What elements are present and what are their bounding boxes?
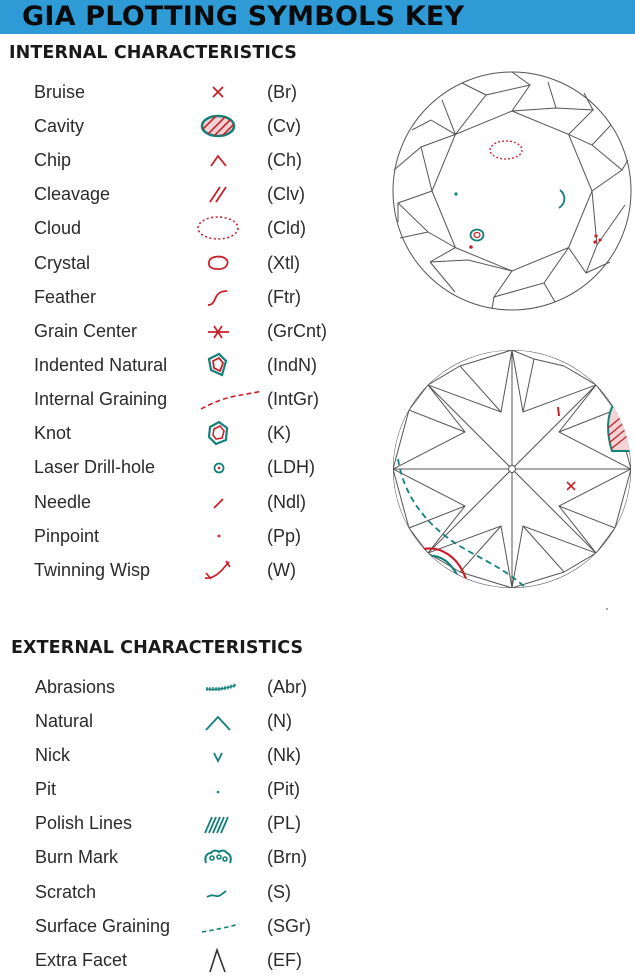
cleavage-double-slash-icon [195,179,241,209]
star-and-kite-facets [398,85,622,297]
legend-label: Bruise [34,82,86,102]
bruise-marking [567,482,575,490]
legend-abbr: (PL) [267,813,302,833]
grain-center-icon [195,316,241,346]
legend-abbr: (Cv) [267,116,301,136]
legend-row-bruise [0,75,380,109]
legend-abbr: (Brn) [267,847,307,867]
crown-view-diagram [388,70,635,314]
legend-label: Twinning Wisp [34,560,151,580]
legend-abbr: (Br) [267,82,297,102]
legend-abbr: (Abr) [267,677,307,697]
legend-row-cloud [0,211,380,245]
pavilion-view-diagram [388,348,635,592]
pinpoint-cluster-marking [593,234,601,243]
legend-abbr: (Ch) [267,150,302,170]
legend-abbr: (Pp) [267,526,302,546]
legend-row-pinpoint [0,519,380,553]
legend-label: Chip [34,150,72,170]
chip-caret-icon [195,145,241,175]
crystal-outline-icon [195,248,241,278]
legend-row-needle [0,485,380,519]
legend-label: Laser Drill-hole [34,457,156,477]
legend-abbr: (IntGr) [267,389,319,409]
legend-abbr: (EF) [267,950,302,970]
pit-dot-icon [195,774,241,804]
legend-row-feather [0,280,380,314]
legend-abbr: (Cld) [267,218,306,238]
legend-row-extra-facet [0,943,380,977]
legend-abbr: (K) [267,423,291,443]
legend-row-grain-center [0,314,380,348]
abrasions-icon [198,672,244,702]
legend-row-pit [0,772,380,806]
legend-row-abrasions [0,670,380,704]
legend-label: Pit [35,779,57,799]
stray-mark [606,608,608,610]
legend-label: Extra Facet [35,950,128,970]
cloud-marking [490,141,522,159]
legend-label: Internal Graining [34,389,168,409]
internal-heading: INTERNAL CHARACTERISTICS [9,43,297,63]
cloud-dotted-oval-icon [195,213,241,243]
legend-label: Scratch [35,882,97,902]
legend-abbr: (SGr) [267,916,311,936]
legend-label: Needle [34,492,92,512]
legend-label: Natural [35,711,94,731]
legend-row-internal-graining [0,382,380,416]
legend-row-polish-lines [0,806,380,840]
knot-icon [195,418,241,448]
natural-caret-icon [195,706,241,736]
twinning-wisp-icon [195,555,241,585]
legend-label: Polish Lines [35,813,133,833]
knot-marking [471,230,484,241]
polish-lines-icon [195,808,241,838]
legend-label: Abrasions [35,677,116,697]
cavity-hatched-oval-icon [195,111,241,141]
legend-label: Feather [34,287,97,307]
page-title: GIA PLOTTING SYMBOLS KEY [22,1,465,32]
table-facet [432,111,592,271]
bruise-x-icon [195,77,241,107]
legend-abbr: (Pit) [267,779,300,799]
legend-label: Grain Center [34,321,138,341]
legend-label: Cavity [34,116,85,136]
scratch-marking [559,190,564,208]
legend-row-knot [0,416,380,450]
legend-label: Cloud [34,218,82,238]
laser-drill-hole-icon [195,452,241,482]
legend-row-indented-natural [0,348,380,382]
indented-natural-icon [195,350,241,380]
legend-row-scratch [0,875,380,909]
scratch-icon [195,877,241,907]
legend-abbr: (IndN) [267,355,318,375]
legend-abbr: (S) [267,882,291,902]
legend-row-cavity [0,109,380,143]
nick-v-icon [195,740,241,770]
legend-row-cleavage [0,177,380,211]
legend-label: Nick [35,745,70,765]
legend-abbr: (Ftr) [267,287,301,307]
legend-abbr: (GrCnt) [267,321,327,341]
legend-abbr: (LDH) [267,457,315,477]
culet [509,466,516,473]
legend-row-twinning-wisp [0,553,380,587]
needle-marking [558,407,559,416]
legend-row-burn-mark [0,840,380,874]
legend-label: Indented Natural [34,355,168,375]
surface-graining-dashed-icon [199,911,245,941]
legend-label: Pinpoint [34,526,100,546]
legend-row-crystal [0,246,380,280]
legend-row-natural [0,704,380,738]
cavity-marking [608,404,635,451]
legend-abbr: (Clv) [267,184,305,204]
legend-label: Cleavage [34,184,111,204]
legend-abbr: (N) [267,711,292,731]
legend-label: Surface Graining [35,916,171,936]
external-heading: EXTERNAL CHARACTERISTICS [11,638,304,658]
needle-line-icon [195,487,241,517]
legend-label: Burn Mark [35,847,119,867]
legend-abbr: (Ndl) [267,492,306,512]
legend-abbr: (Xtl) [267,253,300,273]
legend-abbr: (Nk) [267,745,301,765]
internal-graining-dashed-icon [198,384,264,414]
legend-row-chip [0,143,380,177]
title-bar [0,0,635,34]
legend-row-surface-graining [0,909,380,943]
legend-abbr: (W) [267,560,296,580]
pinpoint-marking [469,245,473,249]
pit-marking [454,192,457,195]
legend-label: Knot [34,423,72,443]
burn-mark-icon [195,842,241,872]
girdle-outline [393,72,631,310]
legend-row-laser-drill-hole [0,450,380,484]
legend-label: Crystal [34,253,91,273]
knot-inner-marking [474,233,480,238]
pinpoint-dot-icon [195,521,241,551]
extra-facet-icon [195,945,241,975]
feather-curve-icon [195,282,241,312]
legend-row-nick [0,738,380,772]
